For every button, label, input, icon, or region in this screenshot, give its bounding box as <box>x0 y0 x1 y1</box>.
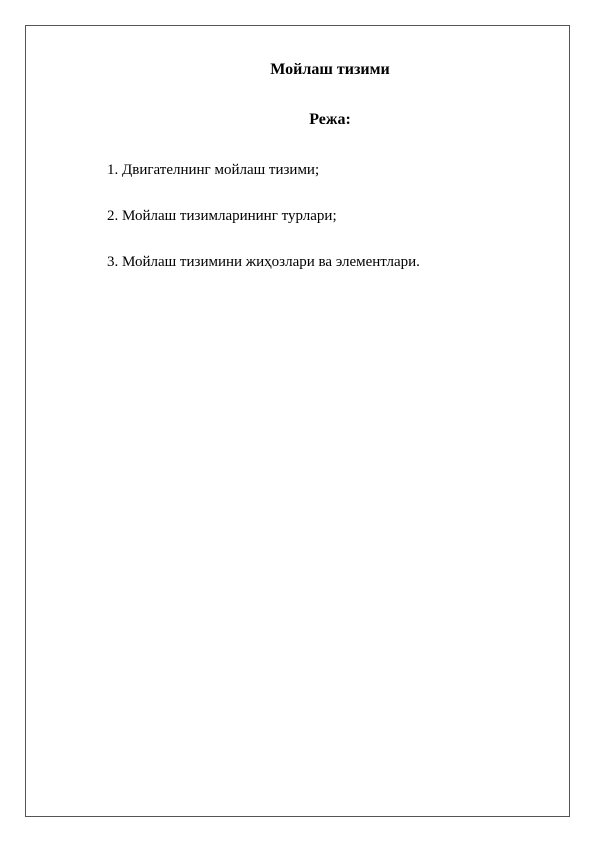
page-border <box>25 25 570 817</box>
plan-heading: Режа: <box>309 111 351 128</box>
plan-list <box>107 160 420 298</box>
plan-item-1: 1. Двигателнинг мойлаш тизими; <box>107 162 320 178</box>
document-title: Мойлаш тизими <box>270 61 390 78</box>
plan-item-3: 3. Мойлаш тизимини жиҳозлари ва элементлари. <box>107 254 420 270</box>
plan-item-2: 2. Мойлаш тизимларининг турлари; <box>107 208 337 224</box>
